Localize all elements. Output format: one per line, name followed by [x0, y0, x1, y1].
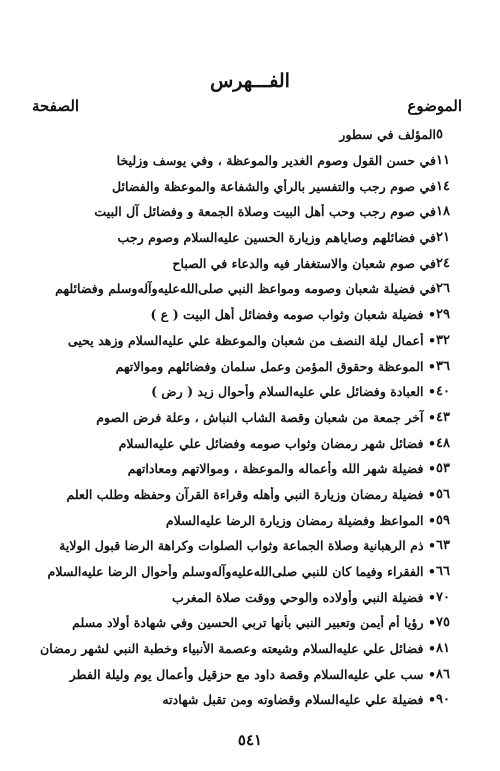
- toc-entry: [28, 379, 472, 405]
- entry-topic: في صوم شعبان والاستغفار فيه والدعاء في الصباح: [172, 255, 436, 271]
- entry-page: ٧٠: [436, 589, 450, 605]
- toc-entry: [28, 250, 472, 276]
- toc-entry: [28, 559, 472, 585]
- entry-page: ٥٣: [436, 461, 450, 477]
- entry-topic: • فضائل شهر رمضان وثواب صومه وفضائل علي عليه‌السلام: [118, 435, 436, 451]
- entry-page: ٦٣: [436, 538, 450, 554]
- entry-topic: في فضائلهم وصاياهم وزيارة الحسين عليه‌السلام وصوم رجب: [117, 230, 436, 246]
- entry-topic: المؤلف في سطور: [339, 127, 436, 143]
- entry-topic: • فضيلة رمضان وزيارة النبي وأهله وقراءة القرآن وحفظه وطلب العلم: [66, 486, 436, 502]
- entry-topic: • آخر جمعة من شعبان وقصة الشاب النباش ، وعلة فرض الصوم: [96, 409, 436, 425]
- toc-entry: [28, 507, 472, 533]
- toc-entry: [28, 661, 472, 687]
- entry-page: ٩٠: [436, 692, 450, 708]
- table-of-contents: [28, 122, 472, 713]
- entry-page: ٨١: [436, 641, 450, 657]
- entry-page: ٥: [436, 127, 443, 143]
- toc-entry: [28, 636, 472, 662]
- toc-entry: [28, 687, 472, 713]
- toc-entry: [28, 328, 472, 354]
- entry-page: ٢٩: [436, 307, 450, 323]
- toc-entry: [28, 199, 472, 225]
- entry-page: ٦٦: [436, 564, 450, 580]
- entry-topic: في حسن القول وصوم الغدير والموعظة ، وفي يوسف وزليخا: [116, 153, 436, 169]
- toc-entry: [28, 225, 472, 251]
- entry-topic: • فضيلة شعبان وثواب صومه وفضائل أهل البيت ( ع ): [150, 307, 436, 323]
- entry-topic: • ذم الرهبانية وصلاة الجماعة وثواب الصلوات وكراهة الرضا قبول الولاية: [59, 538, 436, 554]
- toc-entry: [28, 302, 472, 328]
- toc-entry: [28, 173, 472, 199]
- entry-page: ٢٤: [436, 255, 450, 271]
- entry-page: ١٨: [436, 204, 450, 220]
- entry-topic: • الموعظة وحقوق المؤمن وعمل سلمان وفضائلهم وموالاتهم: [115, 358, 436, 374]
- toc-entry: [28, 405, 472, 431]
- entry-page: ١١: [436, 153, 450, 169]
- entry-page: ٢١: [436, 230, 450, 246]
- entry-page: ٥٦: [436, 486, 450, 502]
- entry-page: ٥٩: [436, 512, 450, 528]
- entry-page: ١٤: [436, 178, 450, 194]
- toc-entry: [28, 482, 472, 508]
- entry-topic: • فضيلة النبي وأولاده والوحي ووقت صلاة المغرب: [172, 589, 436, 605]
- entry-page: ٤٨: [436, 435, 450, 451]
- entry-topic: • أعمال ليلة النصف من شعبان والموعظة علي عليه‌السلام وزهد يحيى: [67, 332, 436, 348]
- page-number: ٥٤١: [237, 731, 263, 749]
- entry-topic: • سب علي عليه‌السلام وقصة داود مع حزقيل وأعمال يوم وليلة الفطر: [69, 666, 436, 682]
- entry-page: ٣٢: [436, 332, 450, 348]
- toc-entry: [28, 430, 472, 456]
- entry-page: ٣٦: [436, 358, 450, 374]
- toc-entry: [28, 584, 472, 610]
- toc-entry: [28, 533, 472, 559]
- entry-topic: في فضيلة شعبان وصومه ومواعظ النبي صلى‌الله‌عليه‌وآله‌وسلم وفضائلهم: [55, 281, 436, 297]
- entry-page: ٤٠: [436, 384, 450, 400]
- entry-page: ٧٥: [436, 615, 450, 631]
- entry-topic: • المواعظ وفضيلة رمضان وزيارة الرضا عليه‌السلام: [165, 512, 436, 528]
- page-title: الفـــهرس: [210, 70, 290, 92]
- entry-page: ٢٦: [436, 281, 450, 297]
- entry-topic: • فضائل علي عليه‌السلام وشيعته وعصمة الأنبياء وخطبة النبي لشهر رمضان: [39, 641, 436, 657]
- entry-topic: • رؤيا أم أيمن وتعبير النبي بأنها تربي الحسين وفي شهادة أولاد مسلم: [72, 615, 436, 631]
- toc-entry: [28, 353, 472, 379]
- topic-column-header: الموضوع: [407, 97, 462, 115]
- entry-topic: • الفقراء وفيما كان للنبي صلى‌الله‌عليه‌وآله‌وسلم وأحوال الرضا عليه‌السلام: [47, 564, 436, 580]
- page-column-header: الصفحة: [32, 97, 80, 115]
- entry-topic: • العبادة وفضائل علي عليه‌السلام وأحوال زيد ( رض ): [151, 384, 436, 400]
- entry-topic: • فضيلة شهر الله وأعماله والموعظة ، وموالاتهم ومعاداتهم: [127, 461, 436, 477]
- entry-topic: في صوم رجب والتفسير بالرأي والشفاعة والموعظة والفضائل: [111, 178, 436, 194]
- entry-page: ٤٣: [436, 409, 450, 425]
- entry-page: ٨٦: [436, 666, 450, 682]
- toc-entry: [28, 122, 472, 148]
- entry-topic: في صوم رجب وحب أهل البيت وصلاة الجمعة و وفضائل آل البيت: [94, 204, 436, 220]
- toc-entry: [28, 610, 472, 636]
- toc-entry: [28, 456, 472, 482]
- entry-topic: • فضيلة علي عليه‌السلام وقضاوته ومن تقبل شهادته: [162, 692, 436, 708]
- toc-entry: [28, 148, 472, 174]
- toc-entry: [28, 276, 472, 302]
